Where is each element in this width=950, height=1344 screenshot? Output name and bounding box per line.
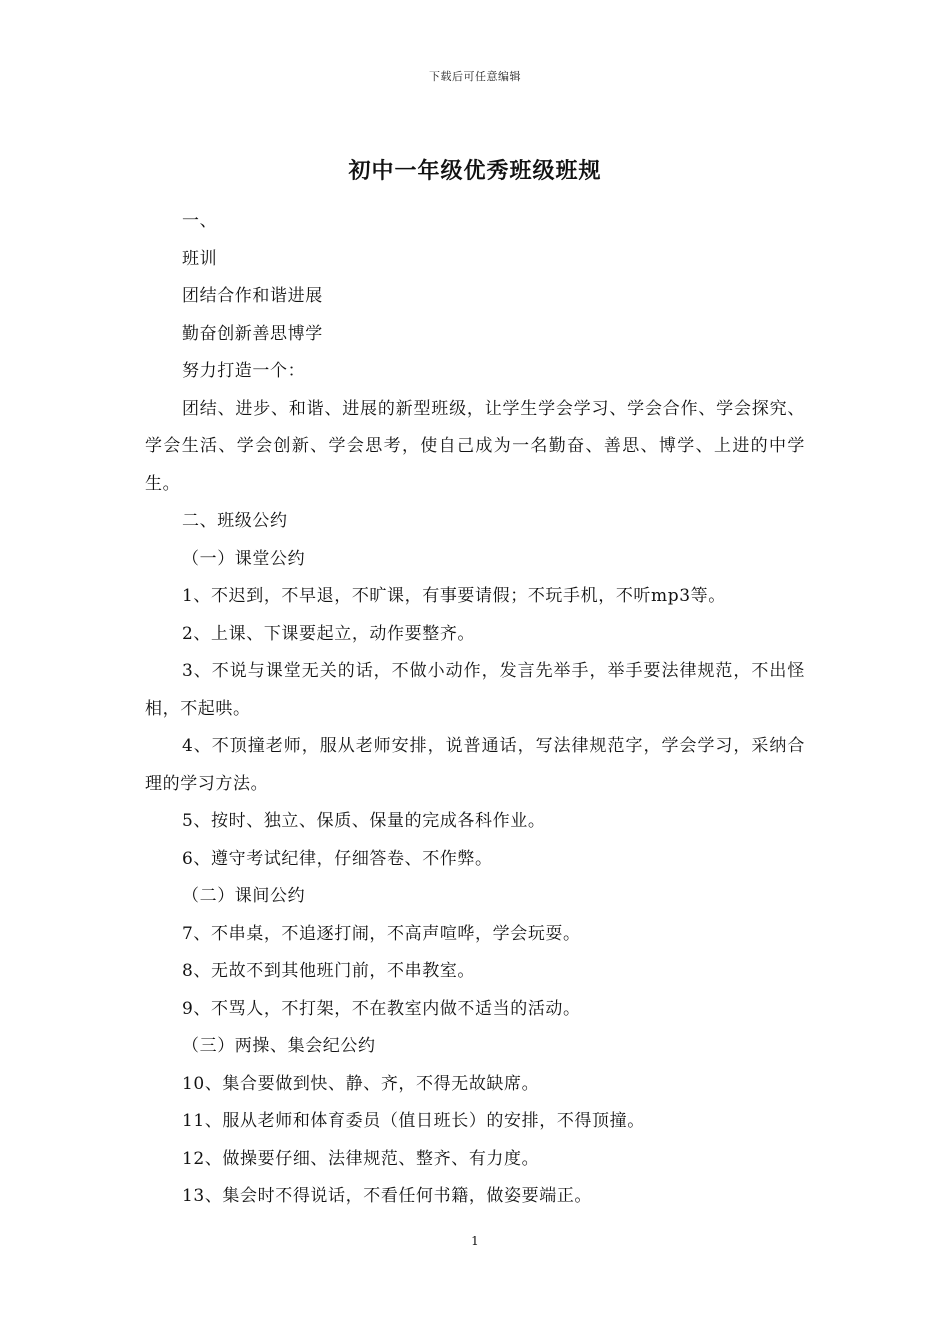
- rule-item: 5、按时、独立、保质、保量的完成各科作业。: [182, 811, 546, 831]
- rule-item: 10、集合要做到快、静、齐，不得无故缺席。: [182, 1073, 540, 1094]
- paragraph: 一、: [182, 211, 218, 231]
- section-heading: 二、班级公约: [182, 511, 288, 531]
- rule-item: 3、不说与课堂无关的话，不做小动作，发言先举手，举手要法律规范，不出怪相，不起哄。: [145, 661, 805, 719]
- rule-item: 7、不串桌，不追逐打闹，不高声喧哗，学会玩耍。: [182, 923, 581, 944]
- subsection-heading: （一）课堂公约: [182, 548, 306, 569]
- document-body: [145, 203, 805, 1216]
- paragraph: 团结合作和谐进展: [182, 286, 323, 306]
- rule-item: 6、遵守考试纪律，仔细答卷、不作弊。: [182, 848, 493, 869]
- paragraph: 勤奋创新善思博学: [182, 323, 323, 344]
- page-header-note: 下载后可任意编辑: [429, 70, 521, 83]
- rule-item: 9、不骂人，不打架，不在教室内做不适当的活动。: [182, 998, 581, 1019]
- rule-item: 2、上课、下课要起立，动作要整齐。: [182, 623, 476, 644]
- rule-item: 11、服从老师和体育委员（值日班长）的安排，不得顶撞。: [182, 1111, 645, 1131]
- rule-item: 4、不顶撞老师，服从老师安排，说普通话，写法律规范字，学会学习，采纳合理的学习方法。: [145, 736, 805, 794]
- rule-item: 1、不迟到，不早退，不旷课，有事要请假；不玩手机，不听mp3等。: [182, 586, 726, 606]
- rule-item: 12、做操要仔细、法律规范、整齐、有力度。: [182, 1148, 540, 1169]
- document-title: 初中一年级优秀班级班规: [348, 158, 602, 184]
- subsection-heading: （三）两操、集会纪公约: [182, 1036, 376, 1056]
- page-number: 1: [471, 1234, 479, 1248]
- paragraph: 团结、进步、和谐、进展的新型班级，让学生学会学习、学会合作、学会探究、学会生活、学会创新、学会思考，使自己成为一名勤奋、善思、博学、上进的中学生。: [145, 398, 805, 494]
- rule-item: 8、无故不到其他班门前，不串教室。: [182, 961, 476, 981]
- paragraph: 努力打造一个：: [182, 361, 306, 381]
- paragraph: 班训: [182, 248, 218, 269]
- subsection-heading: （二）课间公约: [182, 886, 306, 906]
- rule-item: 13、集会时不得说话，不看任何书籍，做姿要端正。: [182, 1186, 593, 1206]
